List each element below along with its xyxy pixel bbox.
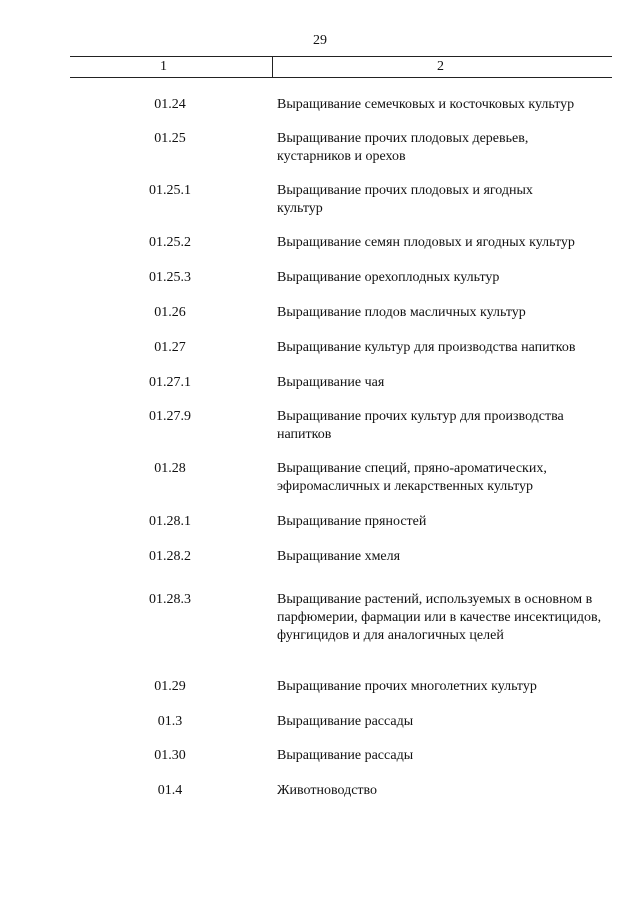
row-description: Выращивание рассады: [277, 748, 414, 763]
row-code: 01.25: [154, 131, 186, 146]
row-code: 01.27.9: [149, 409, 191, 424]
row-description: Выращивание семечковых и косточковых культур: [277, 97, 575, 112]
row-code: 01.25.2: [149, 235, 191, 250]
row-description: Выращивание семян плодовых и ягодных культур: [277, 235, 575, 250]
row-code: 01.4: [157, 783, 183, 798]
column-header-description: 2: [437, 59, 444, 74]
row-description: Выращивание чая: [277, 375, 385, 390]
row-code: 01.25.1: [149, 183, 191, 198]
row-description: Животноводство: [277, 783, 378, 798]
row-description: Выращивание хмеля: [277, 549, 401, 564]
row-code: 01.3: [157, 714, 183, 729]
row-description: Выращивание прочих культур для производства напитков: [277, 409, 564, 442]
row-code: 01.27: [154, 340, 186, 355]
row-description: Выращивание культур для производства напитков: [277, 340, 576, 355]
row-code: 01.28.2: [149, 549, 191, 564]
row-description: Выращивание орехоплодных культур: [277, 270, 500, 285]
row-description: Выращивание пряностей: [277, 514, 427, 529]
row-description: Выращивание прочих плодовых и ягодных культур: [277, 183, 533, 216]
row-description: Выращивание растений, используемых в основном в парфюмерии, фармации или в качестве инсектицидов, фунгицидов и для аналогичных целей: [277, 592, 602, 643]
row-code: 01.29: [154, 679, 186, 694]
page-number: 29: [313, 33, 327, 48]
row-code: 01.28: [154, 461, 186, 476]
row-description: Выращивание прочих плодовых деревьев, кустарников и орехов: [277, 131, 529, 164]
row-description: Выращивание специй, пряно-ароматических, эфиромасличных и лекарственных культур: [277, 461, 547, 494]
row-code: 01.28.3: [149, 592, 191, 607]
column-header-code: 1: [160, 59, 167, 74]
row-code: 01.27.1: [149, 375, 191, 390]
row-code: 01.26: [154, 305, 186, 320]
row-code: 01.24: [154, 97, 186, 112]
table-header: [70, 56, 612, 78]
row-description: Выращивание рассады: [277, 714, 414, 729]
row-description: Выращивание плодов масличных культур: [277, 305, 526, 320]
row-code: 01.28.1: [149, 514, 191, 529]
row-code: 01.25.3: [149, 270, 191, 285]
row-description: Выращивание прочих многолетних культур: [277, 679, 537, 694]
row-code: 01.30: [154, 748, 186, 763]
column-divider: [272, 57, 273, 77]
